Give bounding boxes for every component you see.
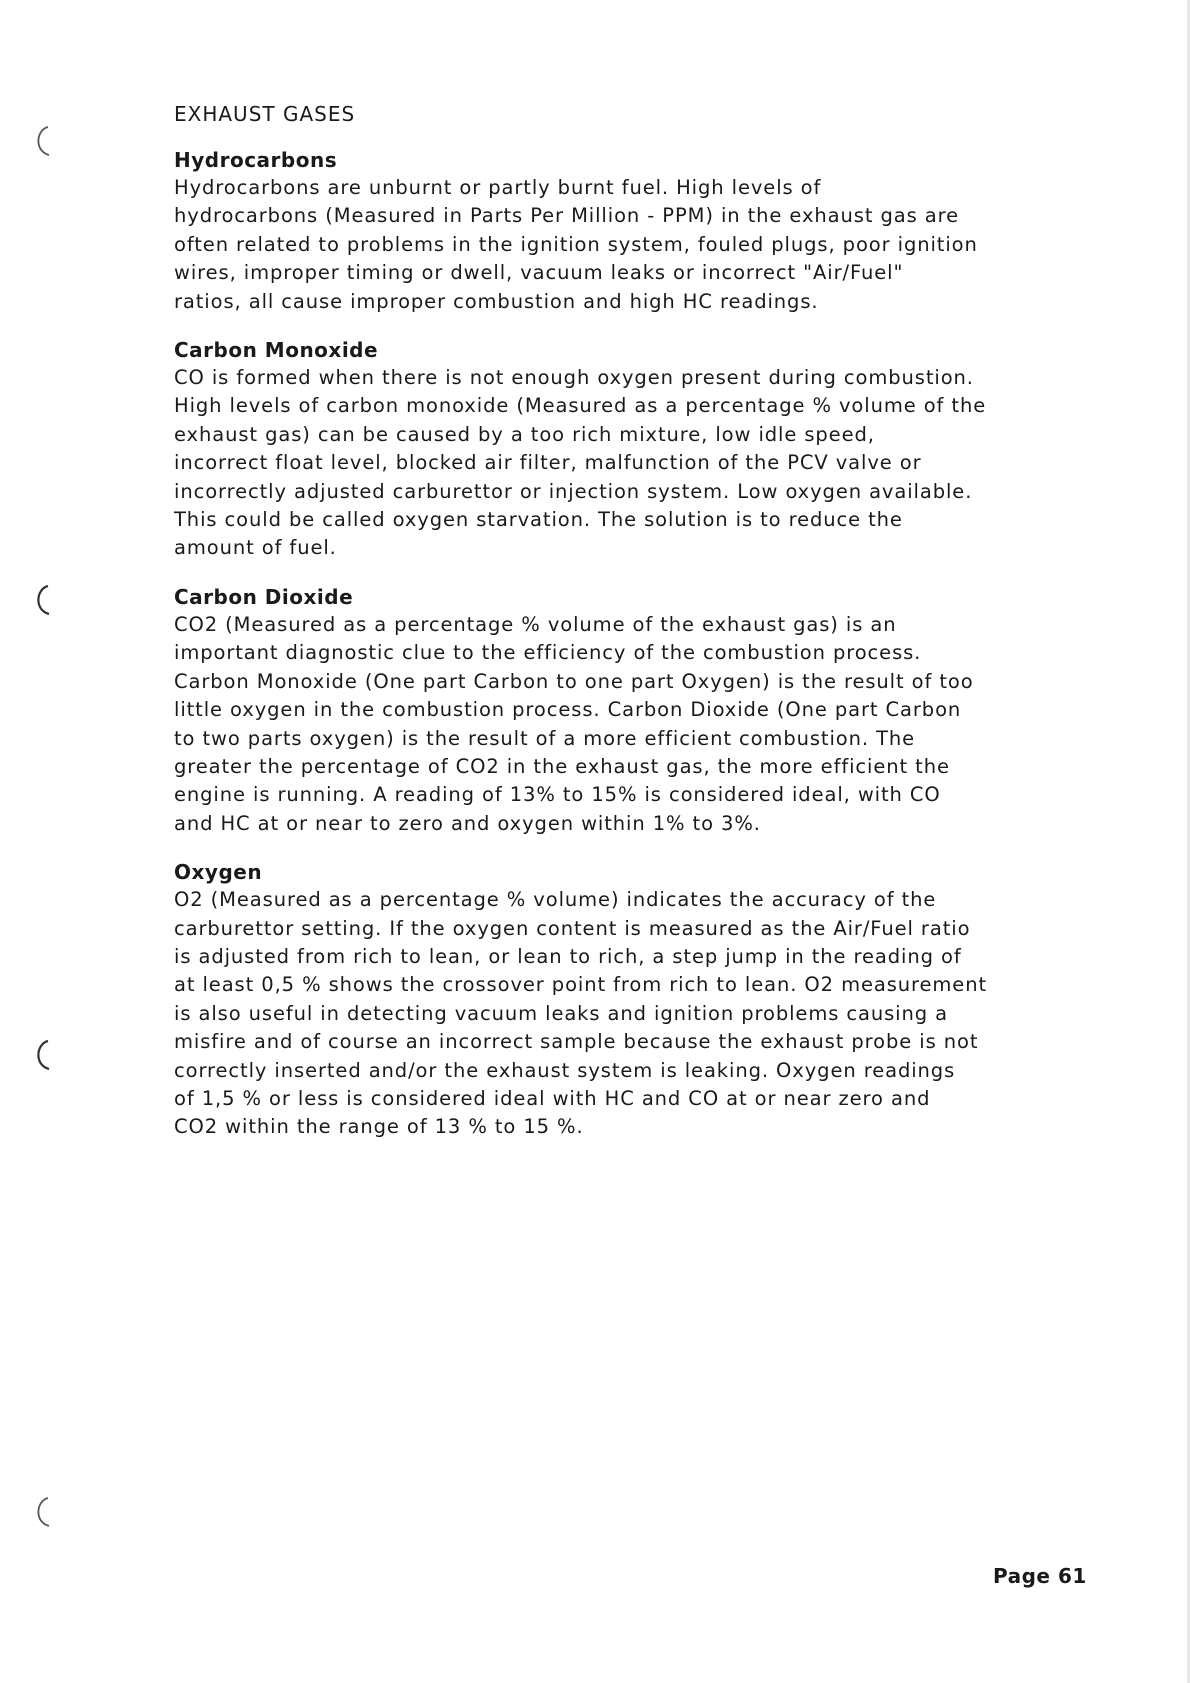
binder-hole-mark-4 bbox=[30, 1496, 52, 1528]
binder-hole-mark-3 bbox=[30, 1039, 52, 1071]
section-heading: Carbon Monoxide bbox=[174, 338, 379, 363]
section-body: Hydrocarbons are unburnt or partly burnt fuel. High levels of hydrocarbons (Measured in Parts Per Million - PPM) in the exhaust gas are often related to problems in the ignition system, fouled plugs, poor ignition wires, improper timing or dwell, vacuum leaks or incorrect "Air/Fuel" ratios, all cause improper combustion and high HC readings. bbox=[174, 176, 978, 313]
section-oxygen bbox=[174, 860, 1104, 1142]
section-body: O2 (Measured as a percentage % volume) indicates the accuracy of the carburettor setting. If the oxygen content is measured as the Air/Fuel ratio is adjusted from rich to lean, or lean to rich, a step jump in the reading of at least 0,5 % shows the crossover point from rich to lean. O2 measurement is also useful in detecting vacuum leaks and ignition problems causing a misfire and of course an incorrect sample because the exhaust probe is not correctly inserted and/or the exhaust system is leaking. Oxygen readings of 1,5 % or less is considered ideal with HC and CO at or near zero and CO2 within the range of 13 % to 15 %. bbox=[174, 888, 988, 1139]
section-heading: Oxygen bbox=[174, 860, 263, 885]
section-body: CO is formed when there is not enough oxygen present during combustion. High levels of carbon monoxide (Measured as a percentage % volume of the exhaust gas) can be caused by a too rich mixture, low idle speed, incorrect float level, blocked air filter, malfunction of the PCV valve or incorrectly adjusted carburettor or injection system. Low oxygen available. This could be called oxygen starvation. The solution is to reduce the amount of fuel. bbox=[174, 366, 987, 560]
section-carbon-monoxide bbox=[174, 338, 1104, 563]
binder-hole-mark-1 bbox=[30, 125, 52, 157]
binder-hole-mark-2 bbox=[30, 584, 52, 616]
section-hydrocarbons bbox=[174, 148, 1104, 316]
document-title: EXHAUST GASES bbox=[174, 102, 356, 126]
page-number: Page 61 bbox=[993, 1564, 1087, 1588]
section-heading: Hydrocarbons bbox=[174, 148, 338, 172]
document-content bbox=[174, 102, 1104, 1164]
section-carbon-dioxide bbox=[174, 585, 1104, 838]
section-body: CO2 (Measured as a percentage % volume of the exhaust gas) is an important diagnostic clue to the efficiency of the combustion process. Carbon Monoxide (One part Carbon to one part Oxygen) is the result of too little oxygen in the combustion process. Carbon Dioxide (One part Carbon to two parts oxygen) is the result of a more efficient combustion. The greater the percentage of CO2 in the exhaust gas, the more efficient the engine is running. A reading of 13% to 15% is considered ideal, with CO and HC at or near to zero and oxygen within 1% to 3%. bbox=[174, 612, 974, 835]
section-heading: Carbon Dioxide bbox=[174, 584, 354, 609]
